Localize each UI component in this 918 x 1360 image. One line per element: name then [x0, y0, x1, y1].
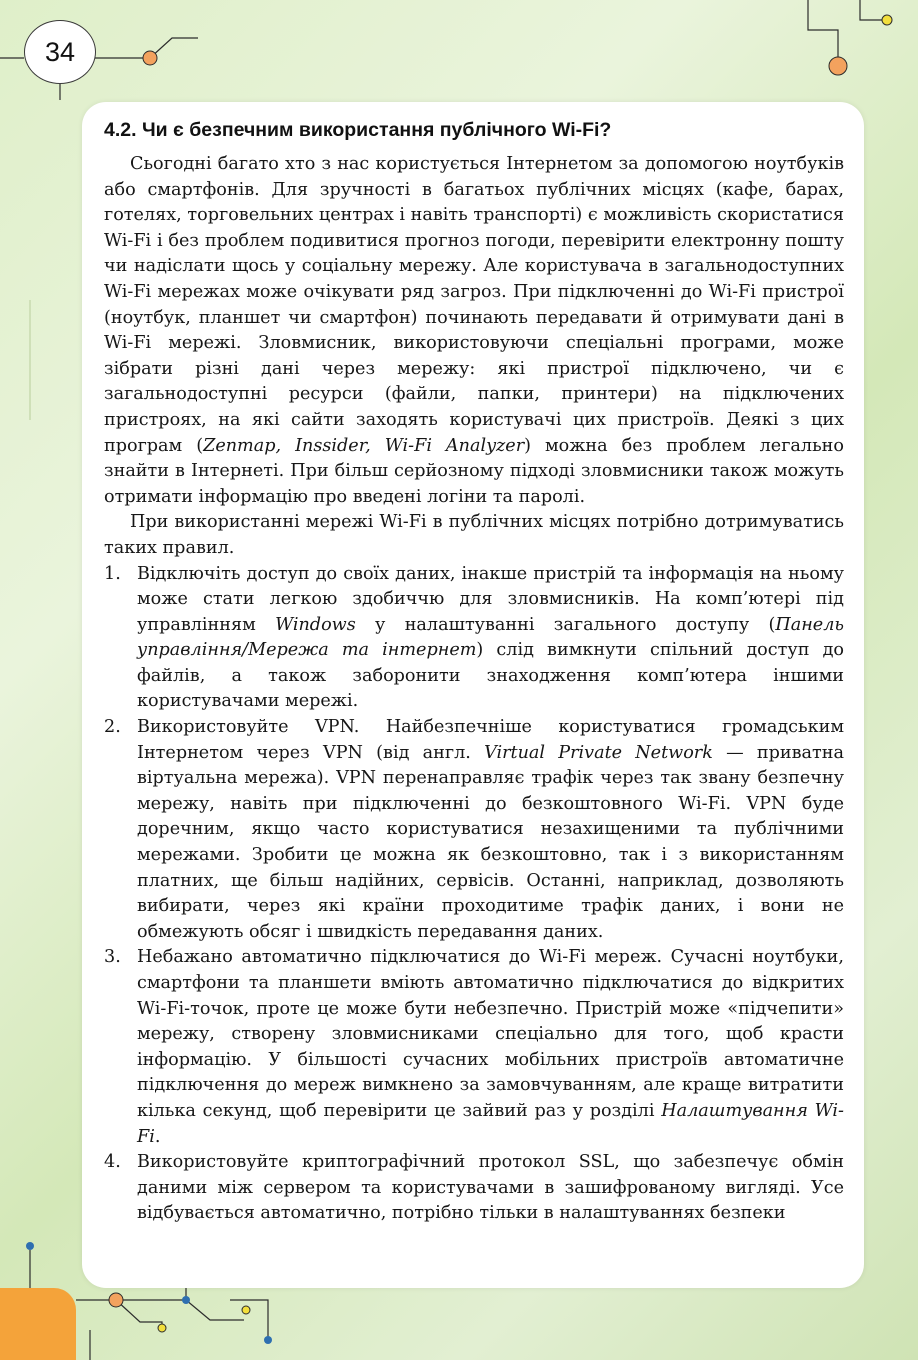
body-text [104, 152, 844, 1227]
corner-tab [0, 1288, 76, 1360]
item-number: 3. [104, 947, 121, 968]
list-item: 3. Небажано автоматично підключатися до Wi-Fi мереж. Сучасні ноутбуки, смартфони та планшети вміють автоматично підключатися до відкритих Wi-Fi-точок, проте це може бути небезпечно. Пристрій може «підчепити» мережу, створену зловмисниками спеціально для того, щоб красти інформацію. У більшості сучасних мобільних пристроїв автоматичне підключення до мереж вимкнено за замовчуванням, але краще витратити кілька секунд, щоб перевірити це зайвий раз у розділі Налаштування Wi-Fi. [104, 947, 845, 1147]
intro-paragraph-1: Сьогодні багато хто з нас користується Інтернетом за допомогою ноутбуків або смартфонів. Для зручності в багатьох публічних місцях (кафе, барах, готелях, торговельних центрах і навіть транспорті) є можливість скористатися Wi-Fi і без проблем подивитися прогноз погоди, перевірити електронну пошту чи надіслати щось у соціальну мережу. Але користувача в загальнодоступних Wi-Fi мережах може очікувати ряд загроз. При підключенні до Wi-Fi пристрої (ноутбук, планшет чи смартфон) починають передавати й отримувати дані в Wi-Fi мережі. Зловмисник, використовуючи спеціальні програми, може зібрати різні дані через мережу: які пристрої підключено, чи є загальнодоступні ресурси (файли, папки, принтери) на підключених пристроях, на які сайти заходять користувачі цих пристроїв. Деякі з цих програм (Zenmap, Inssider, Wi-Fi Analyzer) можна без проблем легально знайти в Інтернеті. При більш серйозному підході зловмисники також можуть отримати інформацію про введені логіни та паролі. [104, 154, 844, 507]
rules-list [104, 562, 844, 1227]
page-number: 34 [24, 20, 96, 84]
item-number: 1. [104, 563, 121, 584]
list-item: 1. Відключіть доступ до своїх даних, інакше пристрій та інформація на ньому може стати легкою здобиччю для зловмисників. На комп’ютері під управлінням Windows у налаштуванні загального доступу (Панель управління/Мережа та інтернет) слід вимкнути спільний доступ до файлів, а також заборонити знаходження комп’ютера іншими користувачами мережі. [104, 563, 844, 712]
item-number: 4. [104, 1152, 121, 1173]
list-item: 2. Використовуйте VPN. Найбезпечніше користуватися громадським Інтернетом через VPN (від англ. Virtual Private Network — приватна віртуальна мережа). VPN перенаправляє трафік через так звану безпечну мережу, навіть при підключенні до безкоштовного Wi-Fi. VPN буде доречним, якщо часто користуватися незахищеними та публічними мережами. Зробити це можна як безкоштовно, так і з використанням платних, ще більш надійних, сервісів. Останні, наприклад, дозволяють вибирати, через які країни проходитиме трафік даних, і вони не обмежують обсяг і швидкість передавання даних. [104, 717, 844, 942]
section-heading: 4.2. Чи є безпечним використання публічного Wi-Fi? [104, 119, 612, 141]
item-number: 2. [104, 717, 121, 738]
intro-paragraph-2: При використанні мережі Wi-Fi в публічних місцях потрібно дотримуватись таких правил. [104, 512, 844, 558]
list-item: 4. Використовуйте криптографічний протокол SSL, що забезпечує обмін даними між сервером та користувачами в зашифрованому вигляді. Усе відбувається автоматично, потрібно тільки в налаштуваннях безпеки [104, 1152, 844, 1224]
